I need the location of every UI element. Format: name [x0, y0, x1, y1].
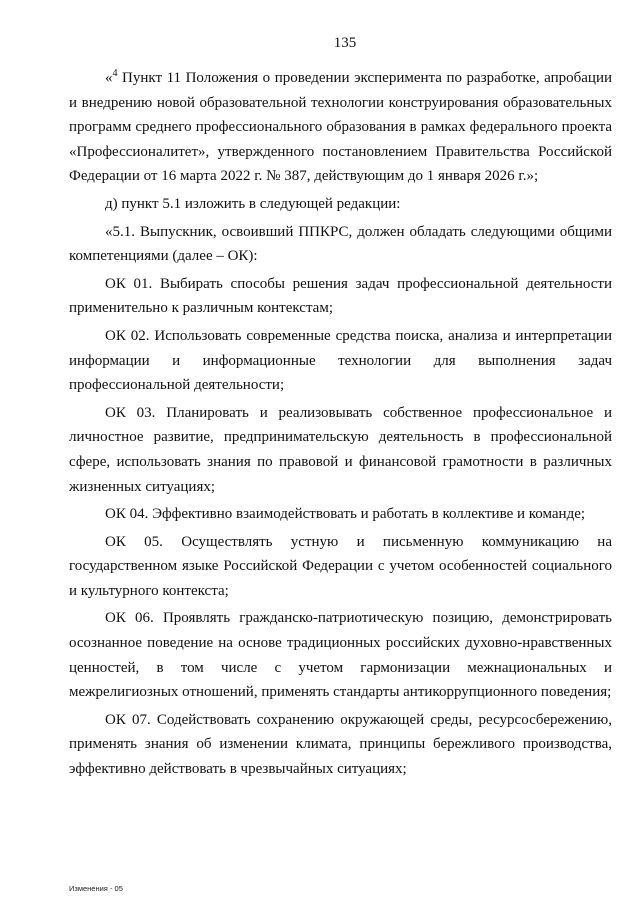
competency-ok-02: ОК 02. Использовать современные средства поиска, анализа и интерпретации информации и информационные технологии для выполнения задач профессиональной деятельности;	[69, 327, 612, 394]
footnote-mark: 4	[112, 68, 118, 79]
competency-ok-01: ОК 01. Выбирать способы решения задач профессиональной деятельности применительно к различным контекстам;	[69, 275, 612, 317]
competency-ok-06: ОК 06. Проявлять гражданско-патриотическую позицию, демонстрировать осознанное поведение на основе традиционных российских духовно-нравственных ценностей, в том числе с учетом гармонизации межнациональных и межрелигиозных отношений, применять стандарты антикоррупционного поведения;	[69, 610, 612, 701]
paragraph-footnote-text	[69, 66, 612, 189]
competency-ok-03: ОК 03. Планировать и реализовывать собственное профессиональное и личностное развитие, предпринимательскую деятельность в профессиональной сфере, использовать знания по правовой и финансовой грамотности в различных жизненных ситуациях;	[69, 404, 612, 495]
paragraph-text: Пункт 11 Положения о проведении эксперимента по разработке, апробации и внедрению новой образовательной технологии конструирования образовательных программ среднего профессионального образования в рамках федерального проекта «Профессионалитет», утвержденного постановлением Правительства Российской Федерации от 16 марта 2022 г. № 387, действующим до 1 января 2026 г.»;	[69, 70, 612, 185]
paragraph-item-d: д) пункт 5.1 изложить в следующей редакции:	[105, 195, 401, 212]
document-body	[69, 66, 612, 785]
competency-ok-05: ОК 05. Осуществлять устную и письменную коммуникацию на государственном языке Российской Федерации с учетом особенностей социального и культурного контекста;	[69, 533, 612, 599]
competency-ok-04: ОК 04. Эффективно взаимодействовать и работать в коллективе и команде;	[105, 506, 586, 523]
opening-quote: «	[105, 70, 113, 86]
page-number: 135	[333, 35, 357, 51]
page-footer: Изменения - 05	[69, 884, 123, 893]
paragraph-5-1: «5.1. Выпускник, освоивший ППКРС, должен обладать следующими общими компетенциями (далее – ОК):	[69, 223, 612, 265]
competency-ok-07: ОК 07. Содействовать сохранению окружающей среды, ресурсосбережению, применять знания об изменении климата, принципы бережливого производства, эффективно действовать в чрезвычайных ситуациях;	[69, 711, 612, 778]
